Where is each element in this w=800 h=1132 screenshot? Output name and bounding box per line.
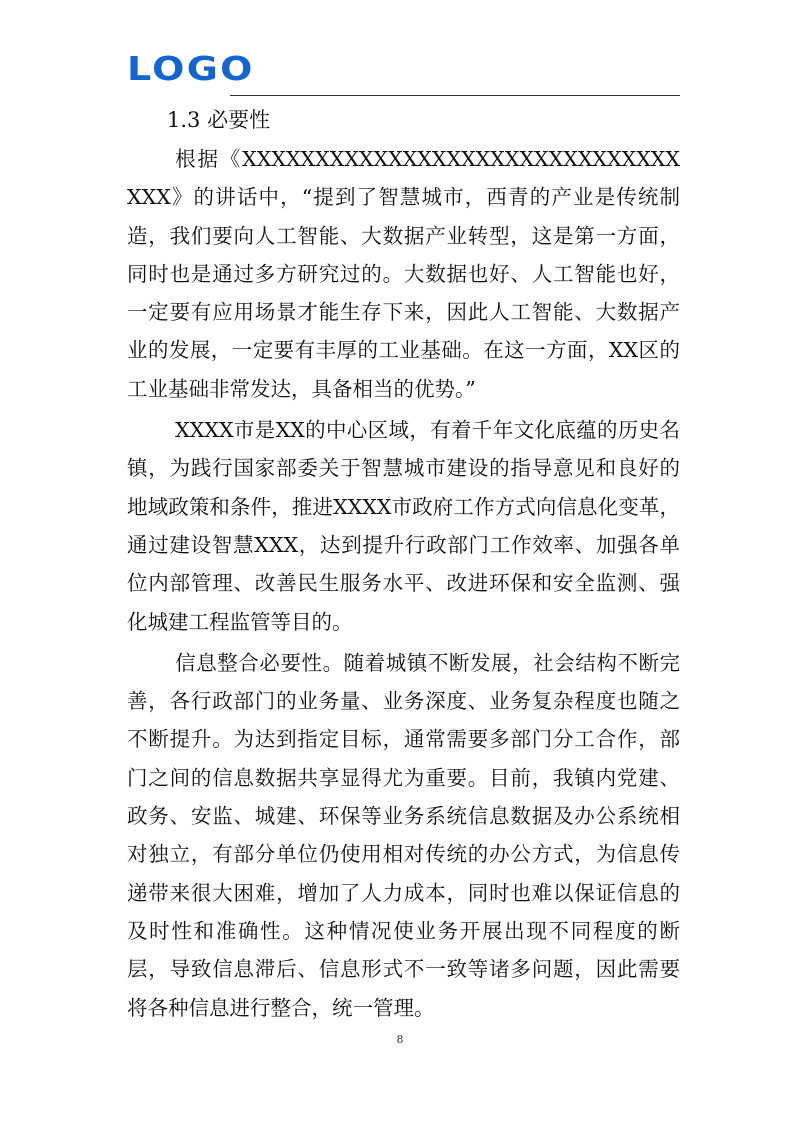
page-number: 8 [396,1033,404,1046]
paragraph-city-background: XXXX市是XX的中心区域，有着千年文化底蕴的历史名镇，为践行国家部委关于智慧城市建设的指导意见和良好的地域政策和条件，推进XXXX市政府工作方式向信息化变革，通过建设智慧XXX，达到提升行政部门工作效率、加强各单位内部管理、改善民生服务水平、改进环保和安全监测、强化城建工程监管等目的。 [127,418,680,634]
section-heading: 1.3 必要性 [167,108,271,132]
document-body [127,100,680,1030]
logo: LOGO [127,49,255,88]
header-divider [230,95,680,96]
paragraph-speech-quote: 根据《XXXXXXXXXXXXXXXXXXXXXXXXXXXXXXXXX》的讲话中，“提到了智慧城市，西青的产业是传统制造，我们要向人工智能、大数据产业转型，这是第一方面，同时也是通过多方研究过的。大数据也好、人工智能也好，一定要有应用场景才能生存下来，因此人工智能、大数据产业的发展，一定要有丰厚的工业基础。在这一方面，XX区的工业基础非常发达，具备相当的优势。” [127,147,680,401]
paragraph-information-integration: 信息整合必要性。随着城镇不断发展，社会结构不断完善，各行政部门的业务量、业务深度、业务复杂程度也随之不断提升。为达到指定目标，通常需要多部门分工合作，部门之间的信息数据共享显得尤为重要。目前，我镇内党建、政务、安监、城建、环保等业务系统信息数据及办公系统相对独立，有部分单位仍使用相对传统的办公方式，为信息传递带来很大困难，增加了人力成本，同时也难以保证信息的及时性和准确性。这种情况使业务开展出现不同程度的断层，导致信息滞后、信息形式不一致等诸多问题，因此需要将各种信息进行整合，统一管理。 [127,650,680,1020]
